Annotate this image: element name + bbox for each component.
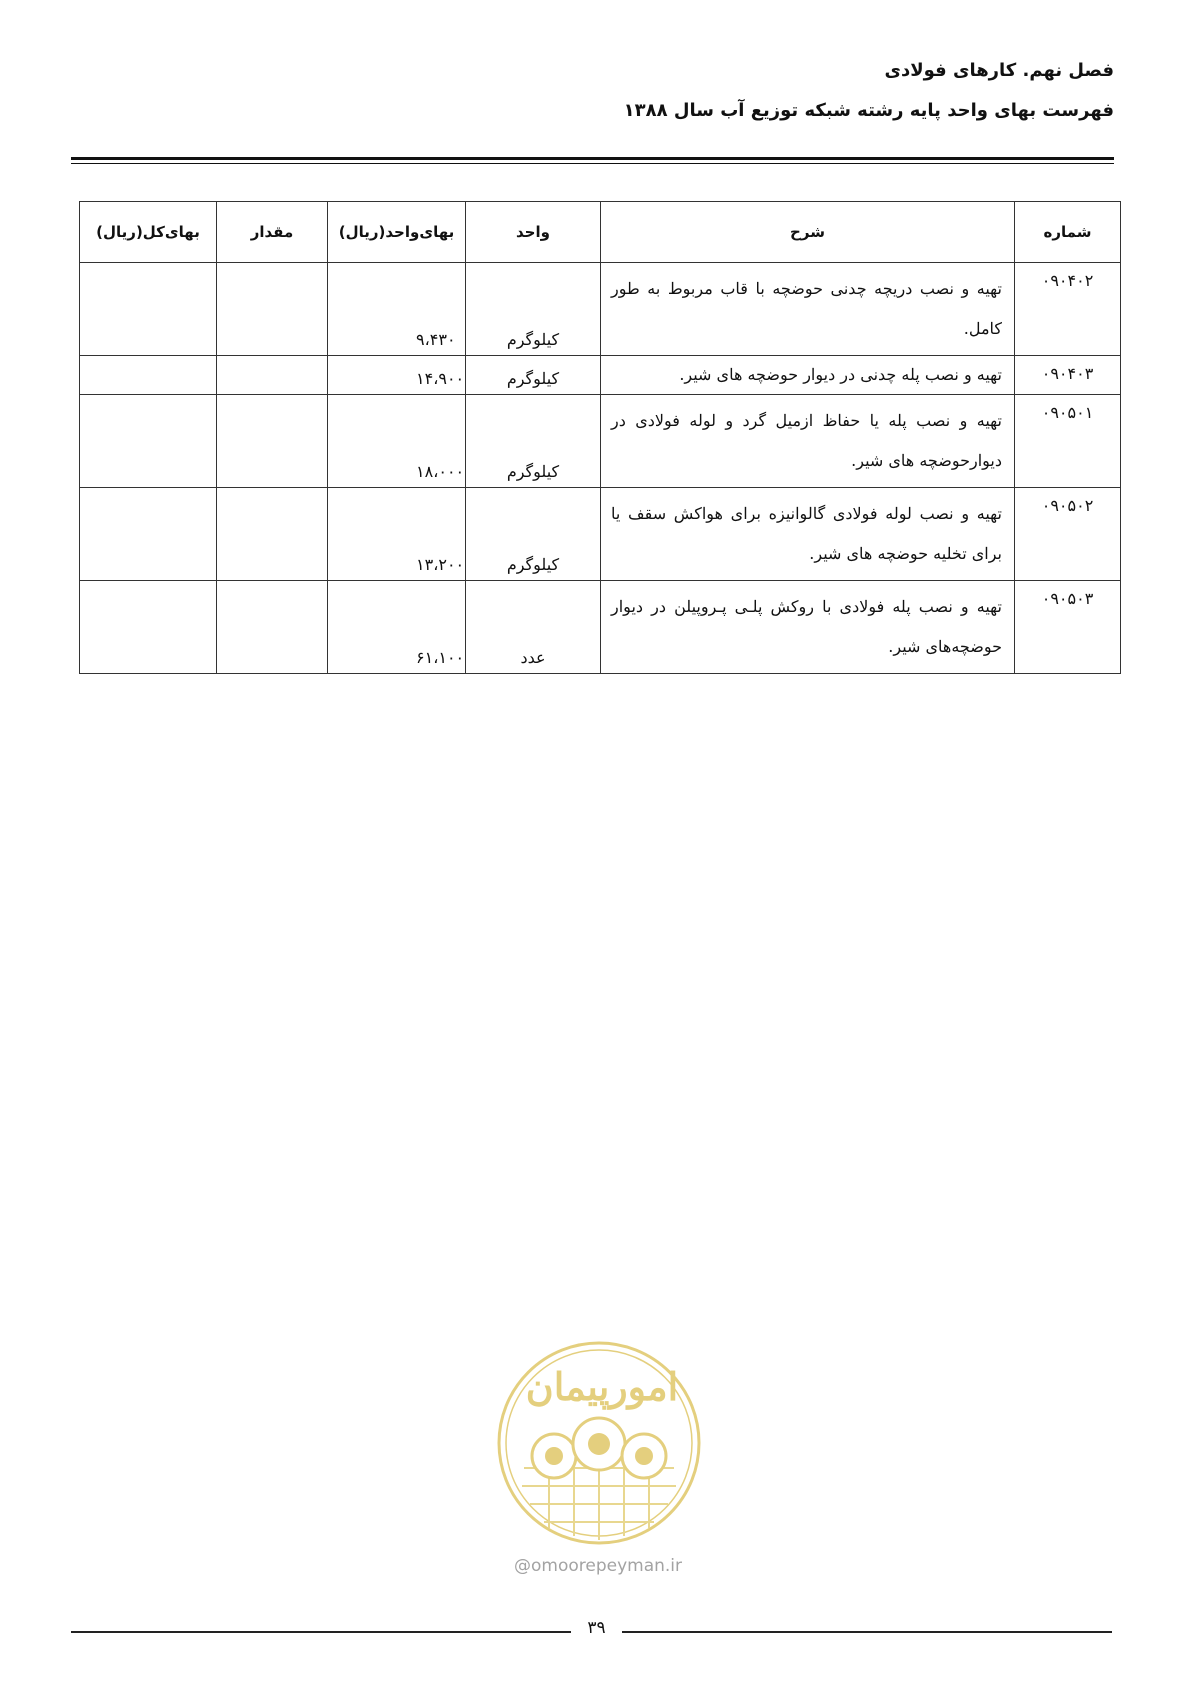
item-total-price [80, 395, 217, 488]
table-row [80, 581, 1121, 674]
item-quantity [217, 581, 328, 674]
item-description: تهیه و نصب لوله فولادی گالوانیزه برای هواکش سقف یا برای تخلیه حوضچه های شیر. [601, 488, 1015, 581]
watermark-logo [494, 1338, 704, 1548]
item-quantity [217, 395, 328, 488]
price-list-table [79, 201, 1121, 674]
page-number: ۳۹ [587, 1618, 606, 1638]
table-row [80, 395, 1121, 488]
item-unit: کیلوگرم [466, 488, 601, 581]
item-unit: عدد [466, 581, 601, 674]
item-quantity [217, 356, 328, 395]
table-row [80, 488, 1121, 581]
footer-rule-left [71, 1631, 571, 1633]
table-header-row [80, 202, 1121, 263]
item-total-price [80, 488, 217, 581]
item-unit-price: ۱۸،۰۰۰ [328, 395, 466, 488]
column-header-total-price: بهای‌کل(ریال) [80, 202, 217, 263]
item-quantity [217, 488, 328, 581]
document-title: فهرست بهای واحد پایه رشته شبکه توزیع آب سال ۱۳۸۸ [623, 100, 1114, 121]
item-unit-price: ۹،۴۳۰ [328, 263, 466, 356]
item-code: ۰۹۰۴۰۲ [1015, 263, 1121, 356]
chapter-title: فصل نهم. کارهای فولادی [884, 60, 1114, 81]
item-unit-price: ۶۱،۱۰۰ [328, 581, 466, 674]
item-total-price [80, 356, 217, 395]
table-row [80, 263, 1121, 356]
item-unit: کیلوگرم [466, 356, 601, 395]
item-code: ۰۹۰۵۰۳ [1015, 581, 1121, 674]
item-code: ۰۹۰۵۰۱ [1015, 395, 1121, 488]
table-row [80, 356, 1121, 395]
page-header [74, 58, 1114, 124]
item-quantity [217, 263, 328, 356]
column-header-quantity: مقدار [217, 202, 328, 263]
watermark-site: @omoorepeyman.ir [513, 1556, 683, 1576]
header-rule-thick [71, 157, 1114, 160]
header-rule-thin [71, 163, 1114, 164]
column-header-description: شرح [601, 202, 1015, 263]
column-header-code: شماره [1015, 202, 1121, 263]
column-header-unit: واحد [466, 202, 601, 263]
column-header-unit-price: بهای‌واحد(ریال) [328, 202, 466, 263]
item-unit: کیلوگرم [466, 263, 601, 356]
item-code: ۰۹۰۴۰۳ [1015, 356, 1121, 395]
item-unit-price: ۱۴،۹۰۰ [328, 356, 466, 395]
item-description: تهیه و نصب پله فولادی با روکش پلـی پـروپیلن در دیوار حوضچه‌های شیر. [601, 581, 1015, 674]
item-description: تهیه و نصب پله یا حفاظ ازمیل گرد و لوله فولادی در دیوارحوضچه های شیر. [601, 395, 1015, 488]
item-total-price [80, 581, 217, 674]
item-code: ۰۹۰۵۰۲ [1015, 488, 1121, 581]
item-description: تهیه و نصب پله چدنی در دیوار حوضچه های شیر. [601, 356, 1015, 395]
item-unit: کیلوگرم [466, 395, 601, 488]
item-total-price [80, 263, 217, 356]
item-unit-price: ۱۳،۲۰۰ [328, 488, 466, 581]
footer-rule-right [622, 1631, 1112, 1633]
item-description: تهیه و نصب دریچه چدنی حوضچه با قاب مربوط به طور کامل. [601, 263, 1015, 356]
watermark-logo-text: امورپیمان [525, 1364, 679, 1409]
